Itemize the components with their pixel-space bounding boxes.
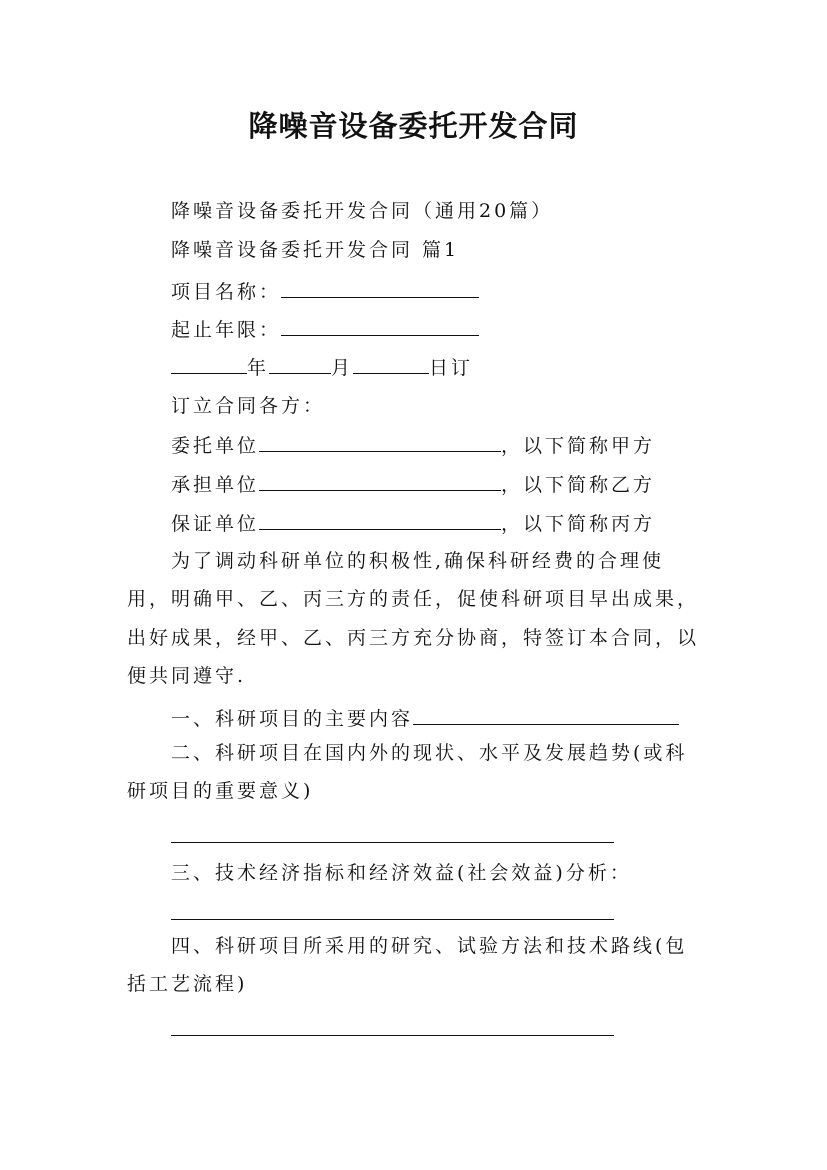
party-b-blank xyxy=(259,471,501,491)
party-a-blank xyxy=(259,432,501,452)
day-label: 日订 xyxy=(429,357,474,379)
month-blank xyxy=(269,354,331,374)
section-3-answer-line xyxy=(171,919,614,920)
party-c-blank xyxy=(259,510,501,530)
party-a-suffix: ，以下简称甲方 xyxy=(501,435,656,457)
party-line-b xyxy=(171,471,655,497)
document-title: 降噪音设备委托开发合同 xyxy=(248,109,579,143)
section-1-heading: 一、科研项目的主要内容 xyxy=(171,708,414,730)
party-c-label: 保证单位 xyxy=(171,513,260,535)
section-4-paragraph: 四、科研项目所采用的研究、试验方法和技术路线(包括工艺流程) xyxy=(127,935,688,996)
period-line xyxy=(171,316,479,342)
day-blank xyxy=(353,354,429,374)
document-subtitle: 降噪音设备委托开发合同（通用20篇） xyxy=(171,200,554,222)
party-a-label: 委托单位 xyxy=(171,435,260,457)
project-name-line xyxy=(171,278,479,304)
party-b-suffix: ，以下简称乙方 xyxy=(501,474,656,496)
period-blank xyxy=(281,316,479,336)
section-2-paragraph: 二、科研项目在国内外的现状、水平及发展趋势(或科研项目的重要意义) xyxy=(127,742,688,803)
year-blank xyxy=(171,354,247,374)
project-name-label: 项目名称： xyxy=(171,281,282,303)
section-1-line xyxy=(171,705,679,731)
party-line-c xyxy=(171,510,655,536)
party-b-label: 承担单位 xyxy=(171,474,260,496)
article-heading: 降噪音设备委托开发合同 篇1 xyxy=(171,239,460,261)
preamble-paragraph: 为了调动科研单位的积极性,确保科研经费的合理使用，明确甲、乙、丙三方的责任，促使科研项目早出成果，出好成果，经甲、乙、丙三方充分协商，特签订本合同，以便共同遵守. xyxy=(127,550,700,687)
section-4-answer-line xyxy=(171,1035,614,1036)
party-line-a xyxy=(171,432,655,458)
section-1-blank xyxy=(413,705,679,725)
month-label: 月 xyxy=(331,357,354,379)
date-line xyxy=(171,354,473,380)
section-3-heading: 三、技术经济指标和经济效益(社会效益)分析： xyxy=(171,862,632,884)
period-label: 起止年限： xyxy=(171,319,282,341)
year-label: 年 xyxy=(247,357,270,379)
parties-label: 订立合同各方： xyxy=(171,395,326,417)
section-2-answer-line xyxy=(171,842,614,843)
party-c-suffix: ，以下简称丙方 xyxy=(501,513,656,535)
project-name-blank xyxy=(281,278,479,298)
